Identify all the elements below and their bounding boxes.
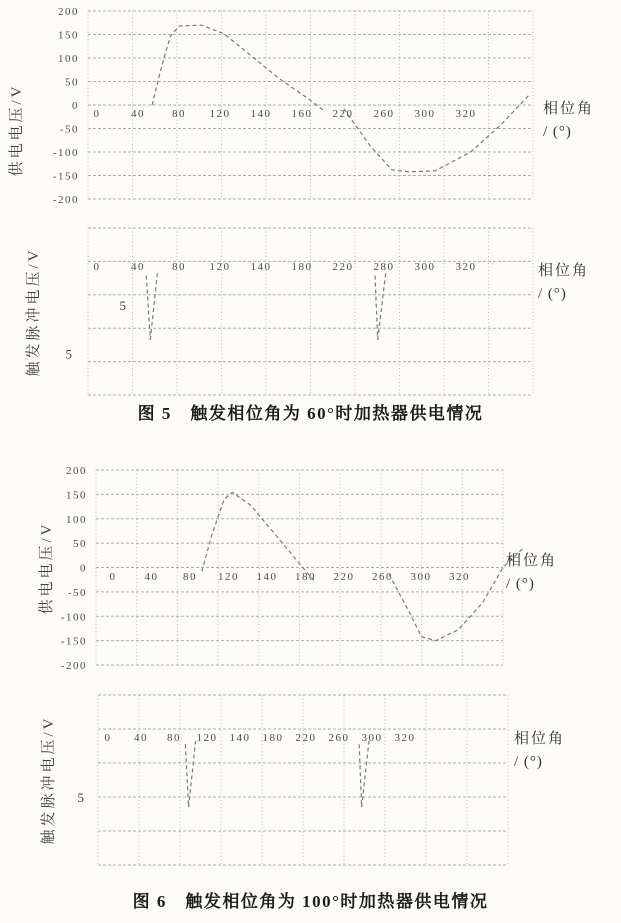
x-tick-label: 260	[328, 732, 350, 744]
y-tick-label: -50	[67, 586, 87, 599]
waveform-curve	[344, 96, 529, 172]
x-tick-label: 120	[218, 571, 239, 583]
waveform-curve	[359, 744, 361, 807]
chart-annotation: 5	[119, 297, 126, 313]
x-tick-label: 80	[172, 261, 186, 273]
y-tick-label: 50	[73, 538, 87, 551]
x-tick-label: 320	[455, 108, 477, 120]
waveform-curve	[146, 276, 150, 340]
fig5-pulse-y-axis-label: 触发脉冲电压/V	[26, 247, 42, 377]
x-axis-label-line1: 相位角	[538, 263, 590, 279]
x-tick-label: 260	[373, 108, 395, 120]
y-tick-label: -100	[60, 611, 87, 624]
y-tick-label: 150	[58, 29, 79, 42]
x-tick-label: 140	[256, 571, 278, 583]
x-tick-label: 180	[295, 571, 316, 583]
waveform-curve	[375, 276, 378, 340]
y-tick-label: 150	[66, 489, 87, 502]
x-tick-label: 300	[410, 571, 432, 583]
y-tick-label: 100	[58, 53, 79, 65]
chart-annotation: 5	[65, 346, 72, 362]
x-tick-label: 320	[449, 571, 470, 583]
y-tick-label: 200	[66, 465, 87, 477]
x-tick-label: 220	[332, 261, 354, 273]
x-axis-label-line1: 相位角	[543, 101, 595, 117]
fig6-pulse-y-axis-label: 触发脉冲电压/V	[41, 715, 57, 845]
x-tick-label: 180	[262, 732, 284, 744]
y-tick-label: 100	[66, 513, 87, 526]
fig6-trigger-pulse-chart	[0, 685, 621, 870]
x-tick-label: 140	[250, 261, 272, 273]
x-tick-label: 120	[209, 108, 231, 120]
fig5-supply-voltage-chart	[0, 0, 621, 215]
x-tick-label: 300	[414, 261, 436, 273]
x-axis-label-line1: 相位角	[506, 553, 558, 569]
y-tick-label: -150	[52, 170, 79, 183]
x-tick-label: 0	[109, 571, 117, 583]
fig5-trigger-pulse-chart	[0, 215, 621, 400]
fig5-supply-x-axis-label	[543, 98, 594, 144]
x-tick-label: 0	[93, 108, 101, 120]
y-tick-label: -200	[60, 660, 87, 670]
x-tick-label: 220	[332, 108, 354, 120]
x-axis-label-line2: / (°)	[514, 754, 543, 770]
x-tick-label: 80	[183, 571, 197, 583]
y-tick-label: -100	[52, 147, 79, 159]
fig5-pulse-svg	[0, 215, 621, 400]
fig6-supply-y-axis-label: 供电电压/V	[39, 521, 55, 615]
figure5-caption: 图 5 触发相位角为 60°时加热器供电情况	[137, 404, 484, 423]
x-axis-label-line2: / (°)	[538, 286, 567, 302]
x-tick-label: 300	[361, 732, 383, 744]
x-tick-label: 0	[93, 261, 101, 273]
x-axis-label-line2: / (°)	[506, 576, 535, 592]
fig5-supply-svg	[0, 0, 621, 215]
x-axis-label-line2: / (°)	[543, 124, 572, 140]
x-tick-label: 120	[196, 732, 218, 744]
x-tick-label: 220	[295, 732, 317, 744]
x-tick-label: 300	[414, 108, 436, 120]
x-tick-label: 140	[229, 732, 251, 744]
x-tick-label: 80	[172, 108, 186, 120]
x-tick-label: 280	[373, 261, 395, 273]
x-tick-label: 320	[394, 732, 416, 744]
x-tick-label: 0	[104, 732, 112, 744]
y-tick-label: 0	[72, 100, 79, 112]
fig5-supply-y-axis-label: 供电电压/V	[9, 83, 25, 177]
x-tick-label: 180	[291, 261, 313, 273]
waveform-curve	[150, 273, 157, 340]
y-tick-label: -200	[52, 194, 79, 206]
fig5-pulse-x-axis-label	[538, 260, 589, 306]
waveform-curve	[185, 744, 188, 807]
x-tick-label: 120	[209, 261, 231, 273]
fig6-pulse-svg	[0, 685, 621, 870]
x-tick-label: 260	[372, 571, 393, 583]
y-tick-label: 0	[80, 562, 87, 575]
waveform-curve	[152, 25, 324, 111]
x-tick-label: 40	[131, 108, 145, 120]
figure6-caption: 图 6 触发相位角为 100°时加热器供电情况	[132, 892, 489, 911]
x-tick-label: 40	[131, 261, 145, 273]
waveform-curve	[378, 273, 386, 340]
chart-annotation: 5	[77, 790, 85, 806]
x-tick-label: 320	[455, 261, 477, 273]
x-tick-label: 40	[134, 732, 148, 744]
fig6-pulse-x-axis-label	[514, 728, 565, 774]
y-tick-label: -50	[59, 123, 79, 136]
y-tick-label: 50	[65, 76, 79, 89]
x-axis-label-line1: 相位角	[514, 731, 566, 747]
x-tick-label: 80	[167, 732, 181, 744]
x-tick-label: 160	[291, 108, 313, 120]
x-tick-label: 40	[144, 571, 159, 583]
fig6-supply-x-axis-label	[506, 550, 557, 596]
x-tick-label: 220	[333, 571, 355, 583]
x-tick-label: 140	[250, 108, 272, 120]
y-tick-label: -150	[60, 635, 87, 648]
y-tick-label: 200	[58, 6, 79, 18]
